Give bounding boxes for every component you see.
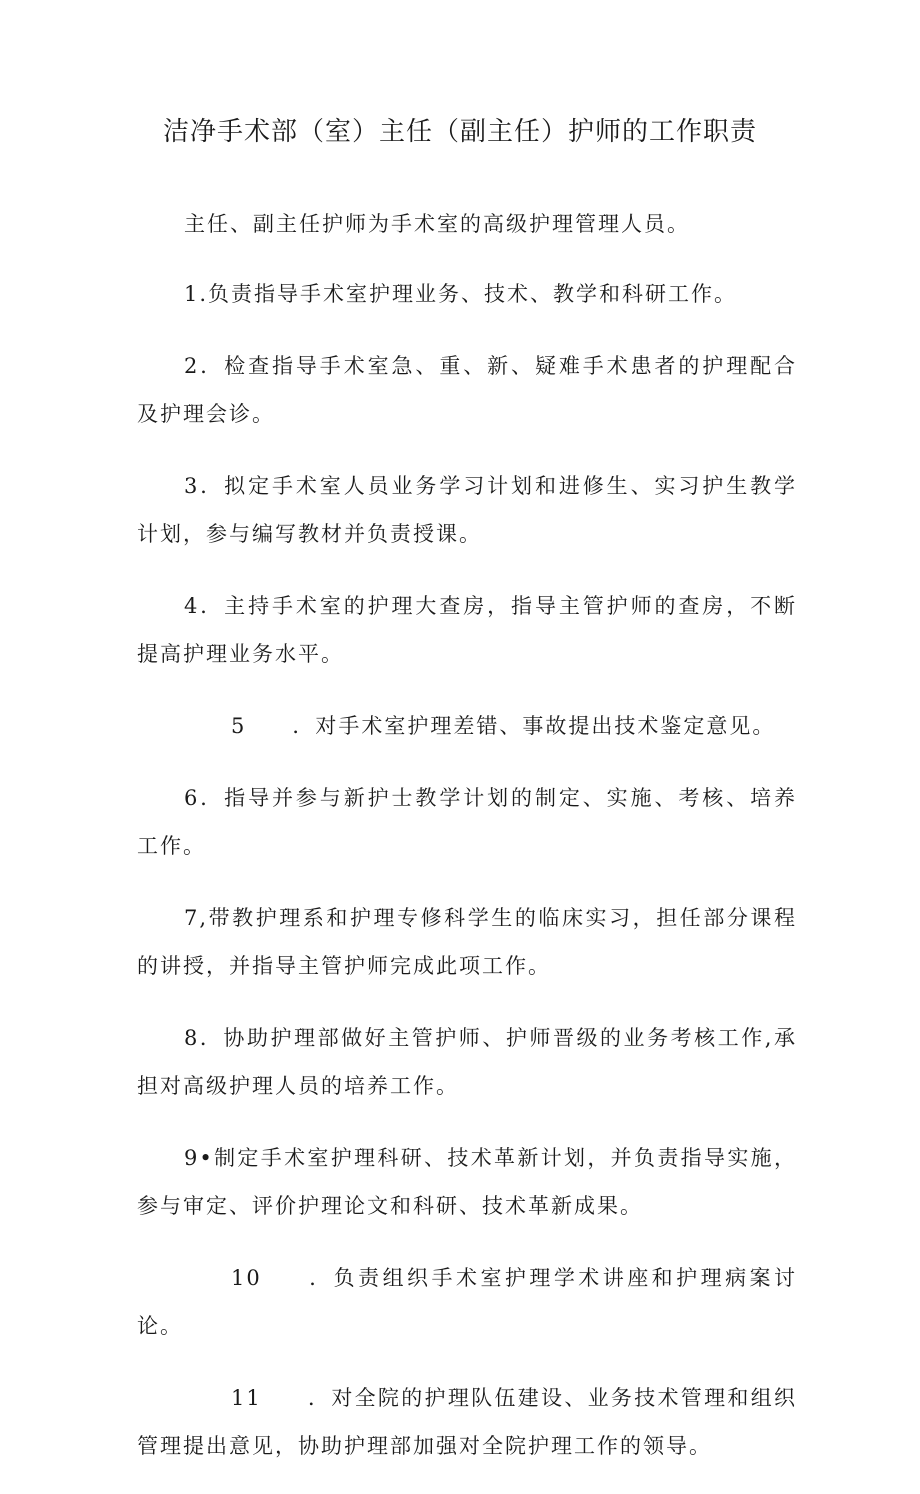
- duty-item-5: [137, 702, 797, 750]
- duty-item-5-text: ．对手术室护理差错、事故提出技术鉴定意见。: [292, 714, 776, 738]
- duty-item-9: 9•制定手术室护理科研、技术革新计划，并负责指导实施，参与审定、评价护理论文和科研、技术革新成果。: [137, 1146, 797, 1218]
- duty-item-5-number: 5: [231, 714, 247, 738]
- duty-item-11: [137, 1374, 797, 1470]
- duty-item-10: [137, 1254, 797, 1350]
- document-title: 洁净手术部（室）主任（副主任）护师的工作职责: [162, 117, 757, 147]
- duty-item-10-number: 10: [231, 1266, 262, 1290]
- duty-item-11-text: ．对全院的护理队伍建设、业务技术管理和组织管理提出意见，协助护理部加强对全院护理工作的领导。: [137, 1386, 797, 1458]
- document-body: [137, 200, 797, 1494]
- duty-item-10-text: ．负责组织手术室护理学术讲座和护理病案讨论。: [137, 1266, 797, 1338]
- intro-paragraph: 主任、副主任护师为手术室的高级护理管理人员。: [184, 212, 690, 236]
- duty-item-7: 7,带教护理系和护理专修科学生的临床实习，担任部分课程的讲授，并指导主管护师完成此项工作。: [137, 906, 797, 978]
- duty-item-2: 2．检查指导手术室急、重、新、疑难手术患者的护理配合及护理会诊。: [137, 354, 797, 426]
- duty-item-6: 6．指导并参与新护士教学计划的制定、实施、考核、培养工作。: [137, 786, 797, 858]
- duty-item-11-number: 11: [231, 1386, 262, 1410]
- duty-item-8: 8．协助护理部做好主管护师、护师晋级的业务考核工作,承担对高级护理人员的培养工作。: [137, 1026, 797, 1098]
- duty-item-4: 4．主持手术室的护理大查房，指导主管护师的查房，不断提高护理业务水平。: [137, 594, 797, 666]
- duty-item-1: 1.负责指导手术室护理业务、技术、教学和科研工作。: [184, 282, 738, 306]
- duty-item-3: 3．拟定手术室人员业务学习计划和进修生、实习护生教学计划，参与编写教材并负责授课。: [137, 474, 797, 546]
